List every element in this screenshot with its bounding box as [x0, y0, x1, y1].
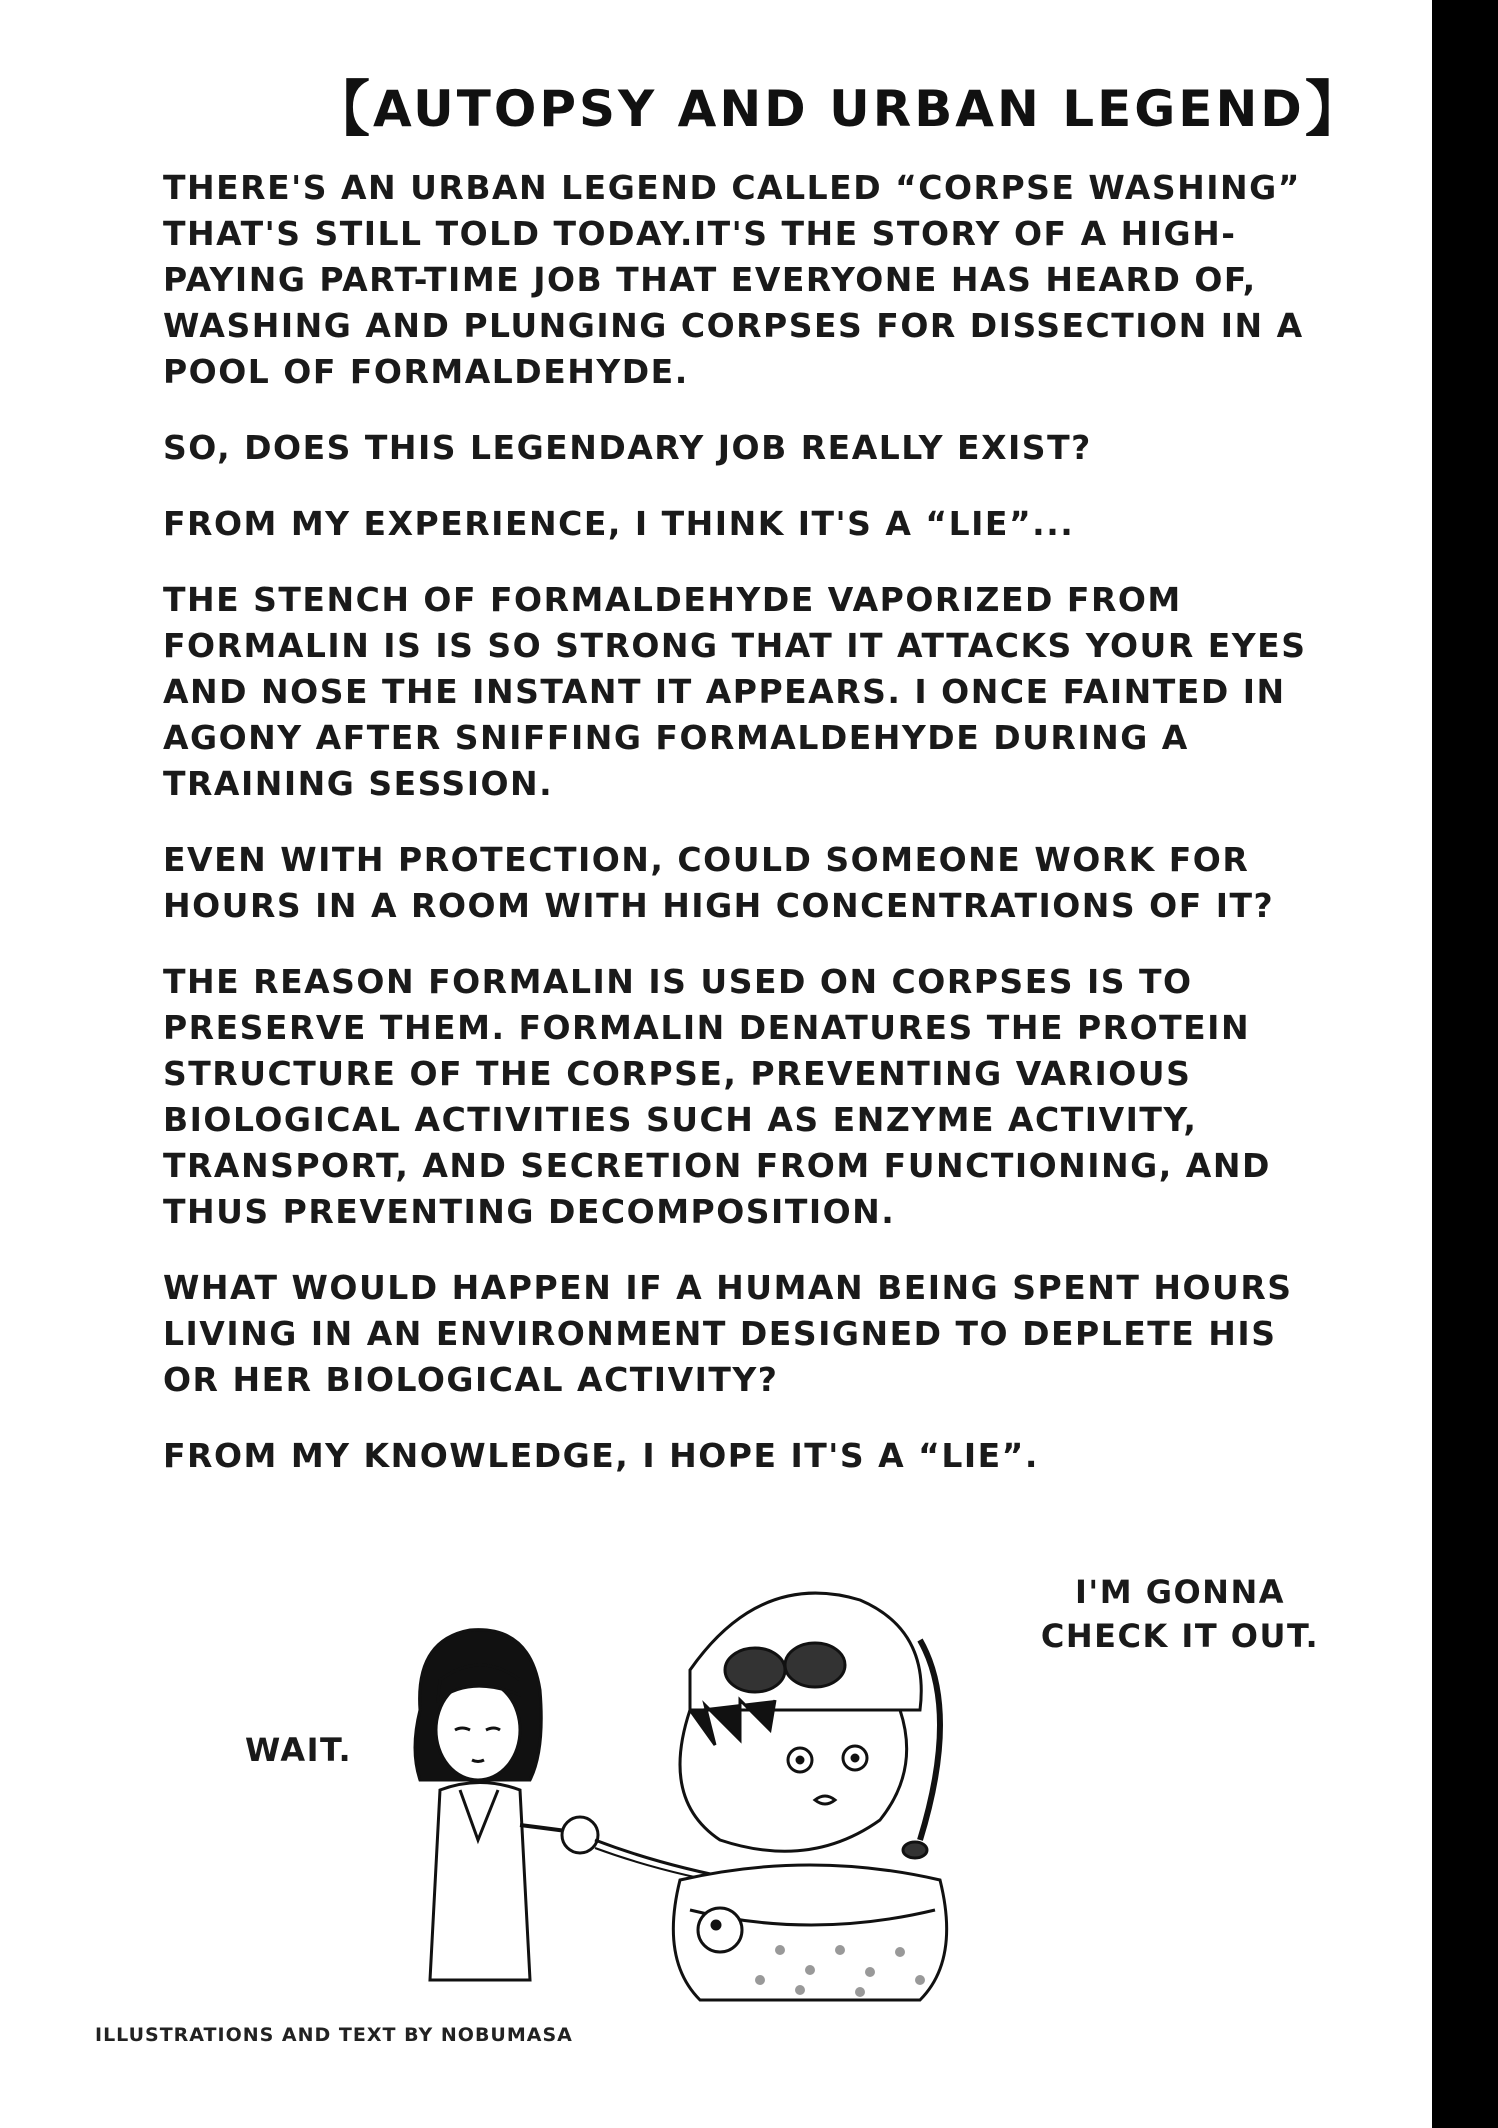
paragraph-4: THE STENCH OF FORMALDEHYDE VAPORIZED FROM FORMALIN IS IS SO STRONG THAT IT ATTACKS YOUR EYES AND NOSE THE INSTANT IT APPEARS. I ONCE FAINTED IN AGONY AFTER SNIFFING FORMALDEHYDE DURING A TRAINING SESSION.: [163, 580, 1307, 803]
paragraph-8: FROM MY KNOWLEDGE, I HOPE IT'S A “LIE”.: [163, 1436, 1039, 1475]
man-character: [673, 1593, 946, 2000]
manga-illustration: [360, 1580, 1360, 2010]
page-title: [310, 62, 1368, 148]
title-bracket-left: 【: [310, 75, 373, 145]
woman-character: [415, 1630, 598, 1980]
speech-right-line1: I'M GONNA: [1075, 1573, 1285, 1611]
paragraph-7: WHAT WOULD HAPPEN IF A HUMAN BEING SPENT HOURS LIVING IN AN ENVIRONMENT DESIGNED TO DEPLETE HIS OR HER BIOLOGICAL ACTIVITY?: [163, 1268, 1293, 1399]
credit-line: ILLUSTRATIONS AND TEXT BY NOBUMASA: [95, 2024, 573, 2046]
speech-right-line2: CHECK IT OUT.: [1040, 1617, 1320, 1655]
paragraph-5: EVEN WITH PROTECTION, COULD SOMEONE WORK FOR HOURS IN A ROOM WITH HIGH CONCENTRATIONS OF IT?: [163, 840, 1275, 925]
paragraph-1: THERE'S AN URBAN LEGEND CALLED “CORPSE WASHING” THAT'S STILL TOLD TODAY.IT'S THE STORY OF A HIGH-PAYING PART-TIME JOB THAT EVERYONE HAS HEARD OF, WASHING AND PLUNGING CORPSES FOR DISSECTION IN A POOL OF FORMALDEHYDE.: [163, 168, 1304, 391]
title-bracket-right: 】: [1304, 75, 1368, 145]
paragraph-6: THE REASON FORMALIN IS USED ON CORPSES IS TO PRESERVE THEM. FORMALIN DENATURES THE PROTEIN STRUCTURE OF THE CORPSE, PREVENTING VARIOUS BIOLOGICAL ACTIVITIES SUCH AS ENZYME ACTIVITY, TRANSPORT, AND SECRETION FROM FUNCTIONING, AND THUS PREVENTING DECOMPOSITION.: [163, 962, 1271, 1231]
speech-left: WAIT.: [245, 1731, 353, 1769]
title-text: AUTOPSY AND URBAN LEGEND: [373, 80, 1305, 138]
article-body: [163, 165, 1343, 1509]
paragraph-3: FROM MY EXPERIENCE, I THINK IT'S A “LIE”...: [163, 504, 1075, 543]
paragraph-2: SO, DOES THIS LEGENDARY JOB REALLY EXIST?: [163, 428, 1092, 467]
